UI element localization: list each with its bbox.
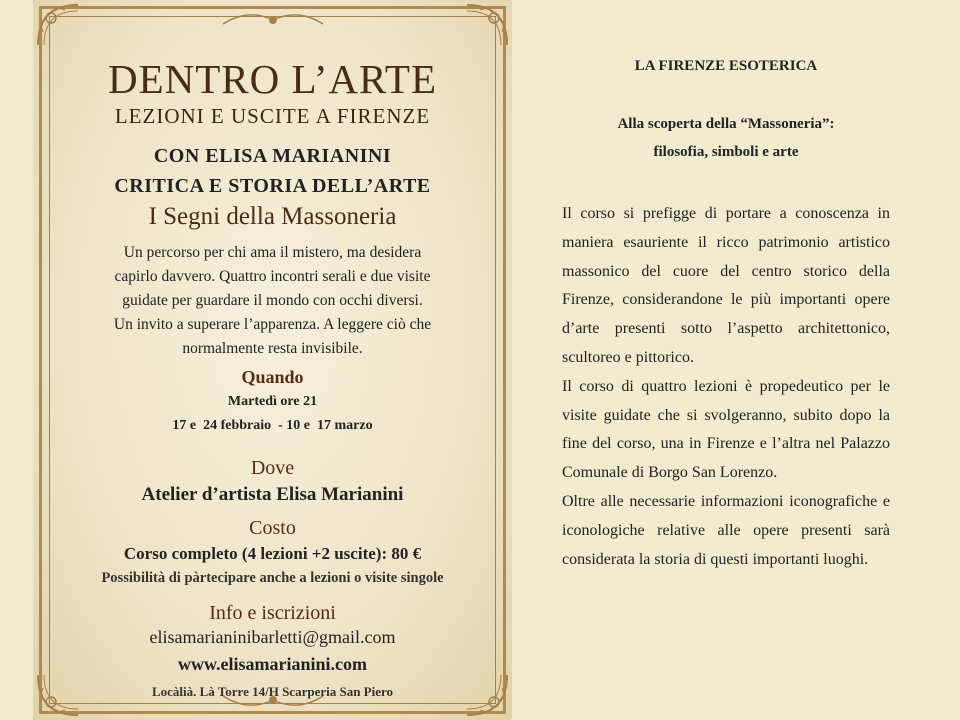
- when-heading: Quando: [241, 367, 304, 387]
- where-value: Atelier d’artista Elisa Marianini: [141, 484, 404, 505]
- description-body: [562, 200, 890, 574]
- description-paragraph: Oltre alle necessarie informazioni iconografiche e iconologiche relative alle opere presenti sarà considerata la storia di questi importanti luoghi.: [562, 492, 890, 568]
- contact-website[interactable]: www.elisamarianini.com: [178, 654, 367, 674]
- ornament-corner-icon: [35, 2, 81, 48]
- when-dates: 17 e 24 febbraio - 10 e 17 marzo: [172, 418, 373, 433]
- description-title: LA FIRENZE ESOTERICA: [634, 58, 818, 74]
- description-subtitle: filosofia, simboli e arte: [653, 144, 799, 160]
- cost-heading: Costo: [249, 517, 296, 539]
- description-paragraph: Il corso di quattro lezioni è propedeutico per le visite guidate che si svolgeranno, subito dopo la fine del corso, una in Firenze e l’altra nel Palazzo Comunale di Borgo San Lorenzo.: [562, 377, 890, 482]
- description-paragraph: Il corso si prefigge di portare a conoscenza in maniera esauriente il ricco patrimonio artistico massonico del cuore del centro storico della Firenze, considerandone le più importanti opere d’arte presenti sotto l’aspetto architettonico, scultoreo e pittorico.: [562, 205, 890, 366]
- ornament-corner-icon: [464, 2, 510, 48]
- intro-line: capirlo davvero. Quattro incontri serali e due visite: [114, 268, 431, 285]
- cost-note: Possibilità di pàrtecipare anche a lezioni o visite singole: [101, 570, 444, 586]
- intro-line: guidate per guardare il mondo con occhi diversi.: [122, 292, 423, 309]
- poster-title: DENTRO L’ARTE: [107, 56, 438, 102]
- info-heading: Info e iscrizioni: [209, 602, 336, 624]
- cost-value: Corso completo (4 lezioni +2 uscite): 80 €: [123, 544, 422, 563]
- poster-teacher-role: CRITICA E STORIA DELL’ARTE: [114, 175, 431, 197]
- intro-line: normalmente resta invisibile.: [182, 340, 363, 357]
- poster-intro: [83, 241, 462, 361]
- poster-teacher: CON ELISA MARIANINI: [153, 145, 392, 167]
- where-heading: Dove: [250, 457, 295, 479]
- intro-line: Un invito a superare l’apparenza. A leggere ciò che: [113, 316, 432, 333]
- intro-line: Un percorso per chi ama il mistero, ma desidera: [123, 244, 422, 261]
- when-day: Martedì ore 21: [227, 394, 318, 409]
- description-subtitle: Alla scoperta della “Massoneria”:: [617, 116, 835, 132]
- course-title: I Segni della Massoneria: [148, 203, 397, 230]
- ornament-flourish-icon: [213, 8, 333, 30]
- contact-address: Locàlià. Là Torre 14/H Scarperia San Piero: [151, 684, 394, 699]
- contact-email[interactable]: elisamarianinibarletti@gmail.com: [149, 627, 396, 647]
- poster-subtitle: LEZIONI E USCITE A FIRENZE: [114, 104, 431, 128]
- event-poster: [33, 0, 512, 720]
